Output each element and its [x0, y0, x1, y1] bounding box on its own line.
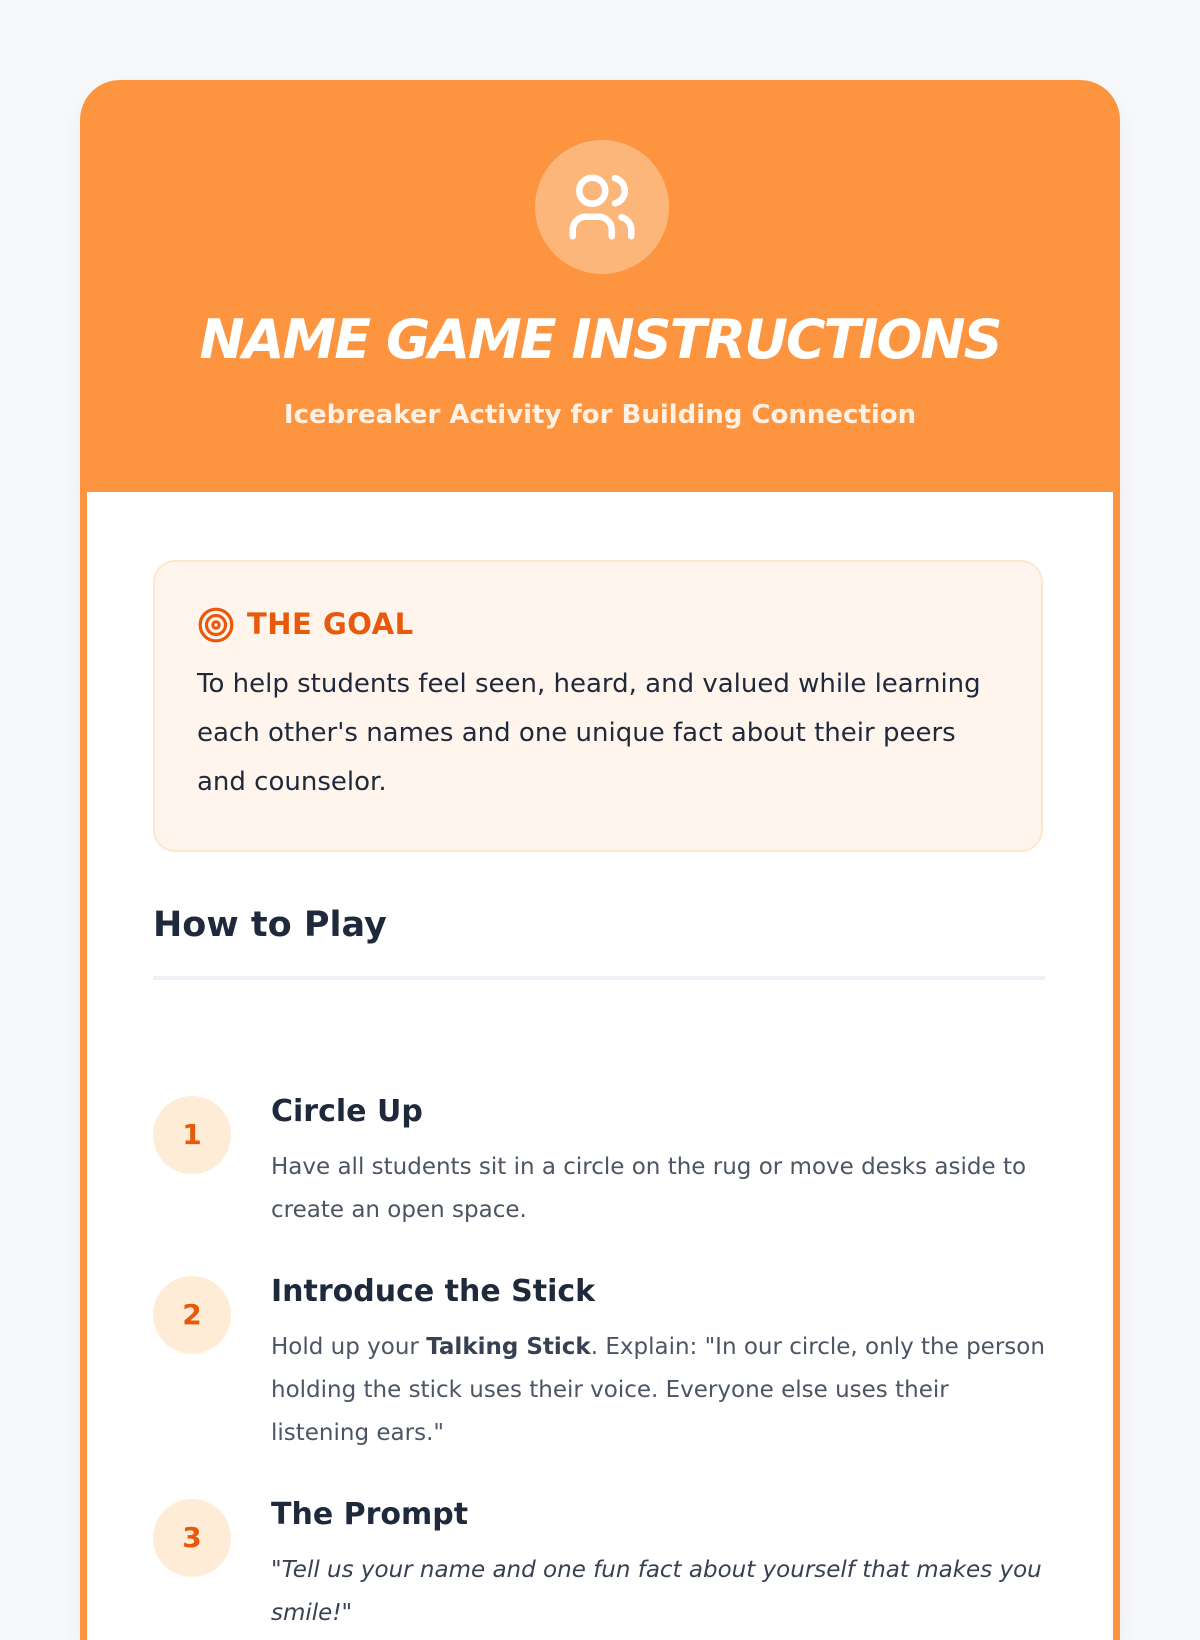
instruction-card: [80, 80, 1120, 1640]
how-to-play-title: How to Play: [153, 905, 387, 945]
goal-heading: THE GOAL: [247, 607, 414, 641]
page-title: NAME GAME INSTRUCTIONS: [199, 308, 1001, 371]
target-icon: [197, 606, 235, 644]
step-title: Introduce the Stick: [271, 1274, 596, 1309]
users-icon-badge: [535, 140, 669, 274]
step-number-badge: 3: [153, 1499, 231, 1577]
step-number-badge: 1: [153, 1096, 231, 1174]
section-divider: [153, 976, 1045, 980]
users-icon: [563, 168, 641, 246]
card-body: [87, 492, 1113, 1640]
goal-text: To help students feel seen, heard, and valued while learning each other's names and one unique fact about their peers and counselor.: [197, 669, 981, 797]
step-title: The Prompt: [271, 1497, 469, 1532]
card-header: [80, 80, 1120, 492]
goal-callout: [153, 560, 1043, 852]
step-description-suffix: . Explain: "In our circle, only the person holding the stick uses their voice. Everyone else uses their listening ears.": [271, 1334, 1045, 1446]
talking-stick-term: Talking Stick: [426, 1334, 591, 1360]
page-subtitle: Icebreaker Activity for Building Connection: [283, 400, 917, 430]
step-title: Circle Up: [271, 1094, 423, 1129]
step-description-prefix: Hold up your: [271, 1334, 427, 1360]
step-number-badge: 2: [153, 1276, 231, 1354]
step-description: Have all students sit in a circle on the rug or move desks aside to create an open space.: [271, 1154, 1027, 1223]
step-description: [271, 1326, 1045, 1455]
step-description: "Tell us your name and one fun fact about yourself that makes you smile!": [271, 1557, 1042, 1626]
